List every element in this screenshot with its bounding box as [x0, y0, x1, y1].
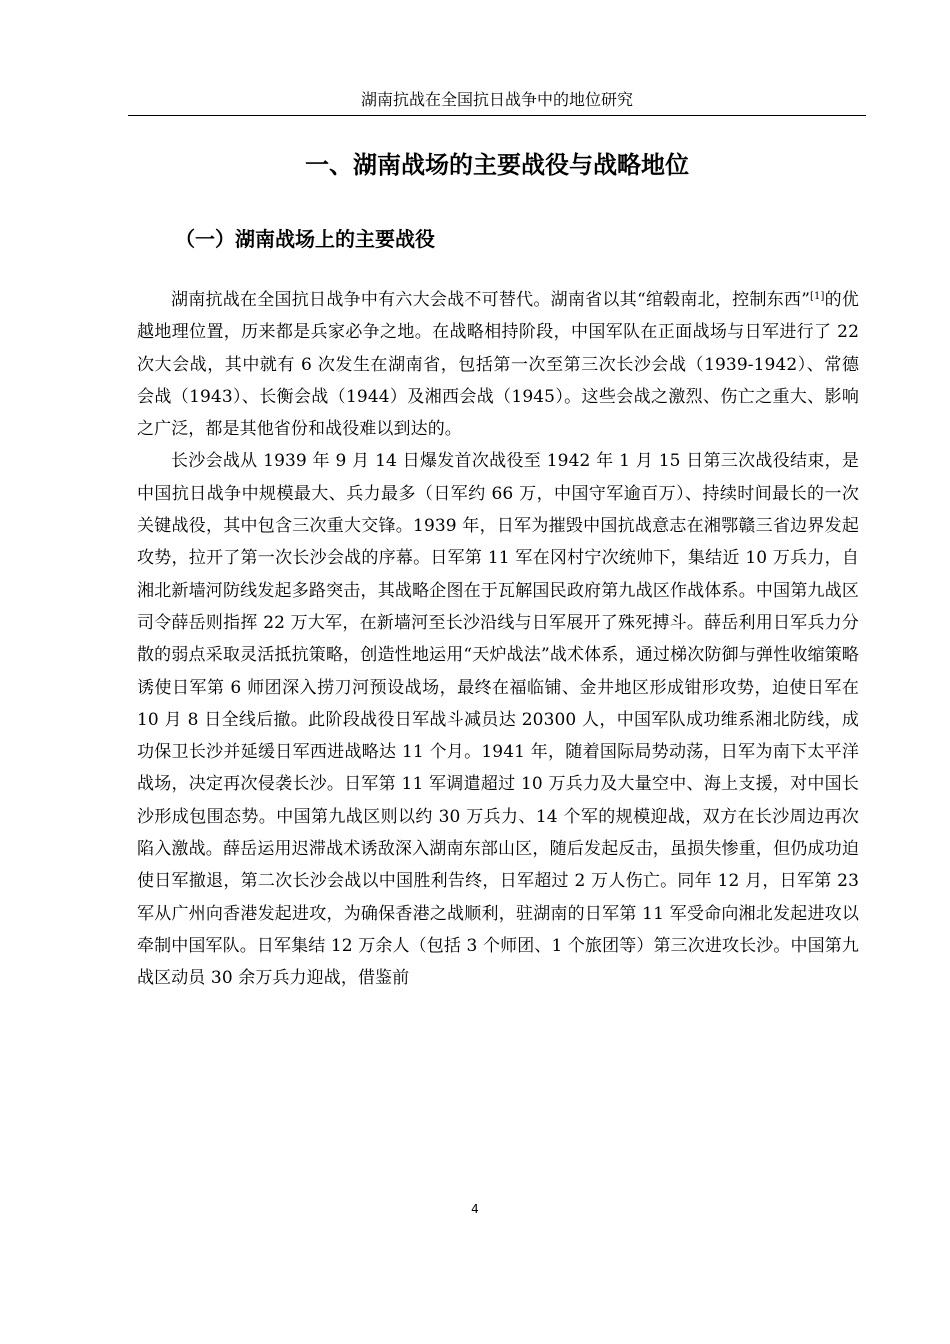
paragraph-1: [137, 284, 859, 445]
running-header: 湖南抗战在全国抗日战争中的地位研究: [360, 90, 633, 109]
citation-reference[interactable]: [1]: [810, 291, 825, 302]
body-text: [137, 284, 859, 995]
page-number: 4: [471, 1202, 479, 1216]
section-title: （一）湖南战场上的主要战役: [175, 227, 435, 251]
paragraph-1-text-b: 的优越地理位置，历来都是兵家必争之地。在战略相持阶段，中国军队在正面战场与日军进行了 22 次大会战，其中就有 6 次发生在湖南省，包括第一次至第三次长沙会战（1939-1942）、常德会战（1943）、长衡会战（1944）及湘西会战（1945）。这些会战之激烈、伤亡之重大、影响之广泛，都是其他省份和战役难以到达的。: [137, 290, 859, 440]
paragraph-2: 长沙会战从 1939 年 9 月 14 日爆发首次战役至 1942 年 1 月 15 日第三次战役结束，是中国抗日战争中规模最大、兵力最多（日军约 66 万，中国守军逾百万）、持续时间最长的一次关键战役，其中包含三次重大交锋。1939 年，日军为摧毁中国抗战意志在湘鄂赣三省边界发起攻势，拉开了第一次长沙会战的序幕。日军第 11 军在冈村宁次统帅下，集结近 10 万兵力，自湘北新墙河防线发起多路突击，其战略企图在于瓦解国民政府第九战区作战体系。中国第九战区司令薛岳则指挥 22 万大军，在新墙河至长沙沿线与日军展开了殊死搏斗。薛岳利用日军兵力分散的弱点采取灵活抵抗策略，创造性地运用“天炉战法”战术体系，通过梯次防御与弹性收缩策略诱使日军第 6 师团深入捞刀河预设战场，最终在福临铺、金井地区形成钳形攻势，迫使日军在 10 月 8 日全线后撤。此阶段战役日军战斗减员达 20300 人，中国军队成功维系湘北防线，成功保卫长沙并延缓日军西进战略达 11 个月。1941 年，随着国际局势动荡，日军为南下太平洋战场，决定再次侵袭长沙。日军第 11 军调遣超过 10 万兵力及大量空中、海上支援，对中国长沙形成包围态势。中国第九战区则以约 30 万兵力、14 个军的规模迎战，双方在长沙周边再次陷入激战。薛岳运用迟滞战术诱敌深入湖南东部山区，随后发起反击，虽损失惨重，但仍成功迫使日军撤退，第二次长沙会战以中国胜利告终，日军超过 2 万人伤亡。同年 12 月，日军第 23 军从广州向香港发起进攻，为确保香港之战顺利，驻湖南的日军第 11 军受命向湘北发起进攻以牵制中国军队。日军集结 12 万余人（包括 3 个师团、1 个旅团等）第三次进攻长沙。中国第九战区动员 30 余万兵力迎战，借鉴前: [137, 451, 859, 989]
paragraph-1-text-a: 湖南抗战在全国抗日战争中有六大会战不可替代。湖南省以其“绾毂南北，控制东西”: [171, 290, 811, 310]
chapter-title: 一、湖南战场的主要战役与战略地位: [305, 151, 689, 179]
header-divider: [128, 115, 866, 116]
